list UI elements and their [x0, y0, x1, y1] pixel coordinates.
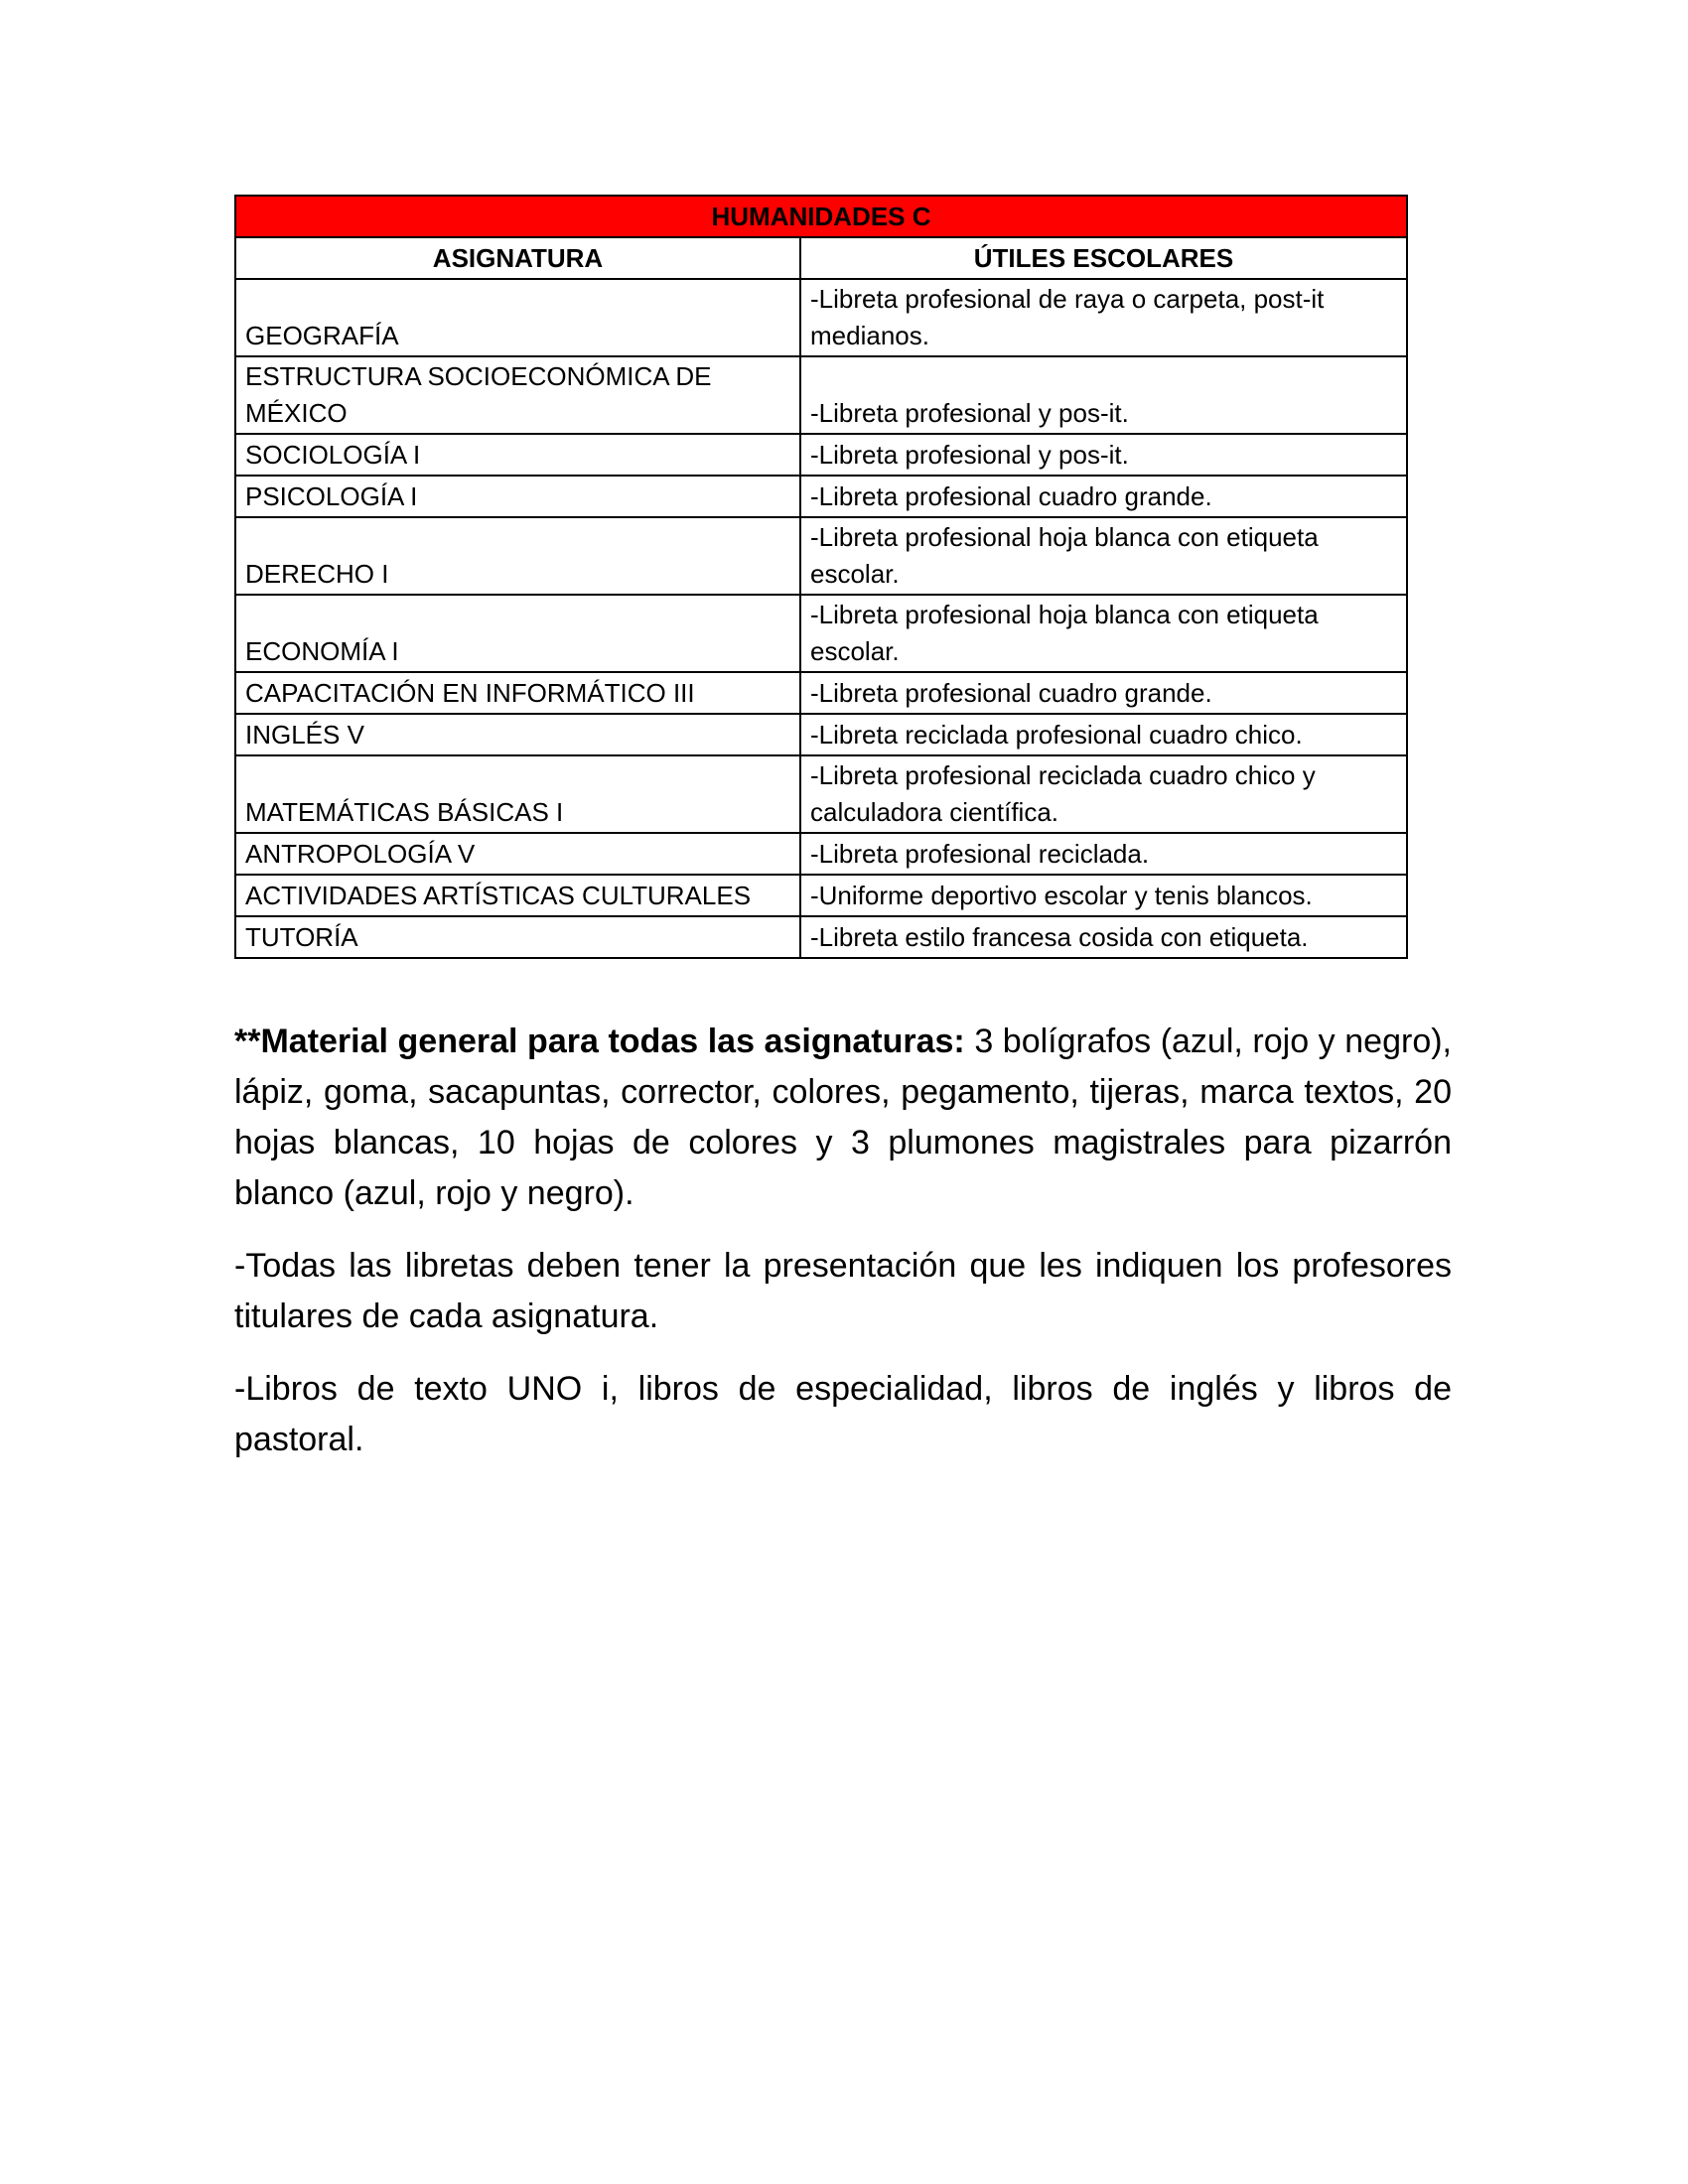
table-row [235, 833, 1407, 875]
table-row [235, 916, 1407, 958]
supplies-cell: -Libreta profesional de raya o carpeta, post-it medianos. [800, 279, 1407, 356]
general-material-lead: **Material general para todas las asignaturas: [234, 1023, 965, 1060]
supplies-cell: -Libreta profesional cuadro grande. [800, 476, 1407, 517]
table-title-row [235, 196, 1407, 237]
column-header-subject: ASIGNATURA [235, 237, 800, 279]
subject-cell: CAPACITACIÓN EN INFORMÁTICO III [235, 672, 800, 714]
subject-cell: INGLÉS V [235, 714, 800, 755]
table-row [235, 517, 1407, 595]
table-row [235, 755, 1407, 833]
supplies-cell: -Libreta estilo francesa cosida con etiqueta. [800, 916, 1407, 958]
supplies-cell: -Libreta profesional hoja blanca con etiqueta escolar. [800, 595, 1407, 672]
subject-cell: TUTORÍA [235, 916, 800, 958]
subject-cell: ECONOMÍA I [235, 595, 800, 672]
supplies-cell: -Libreta profesional reciclada. [800, 833, 1407, 875]
subject-cell: DERECHO I [235, 517, 800, 595]
subject-cell: SOCIOLOGÍA I [235, 434, 800, 476]
table-title: HUMANIDADES C [235, 196, 1407, 237]
supplies-cell: -Libreta profesional cuadro grande. [800, 672, 1407, 714]
books-note: -Libros de texto UNO i, libros de especialidad, libros de inglés y libros de pastoral. [234, 1370, 1452, 1458]
subject-cell: GEOGRAFÍA [235, 279, 800, 356]
subject-cell: MATEMÁTICAS BÁSICAS I [235, 755, 800, 833]
table-row [235, 672, 1407, 714]
table-row [235, 476, 1407, 517]
general-material-paragraph [234, 1017, 1452, 1219]
supplies-cell: -Libreta profesional y pos-it. [800, 434, 1407, 476]
general-material-text: 3 bolígrafos (azul, rojo y negro), lápiz, goma, sacapuntas, corrector, colores, pegamento, tijeras, marca textos, 20 hojas blancas, 10 hojas de colores y 3 plumones magistrales para pizarrón blanco (azul, rojo y negro). [234, 1023, 1452, 1212]
supplies-cell: -Uniforme deportivo escolar y tenis blancos. [800, 875, 1407, 916]
table-row [235, 714, 1407, 755]
table-row [235, 595, 1407, 672]
supplies-cell: -Libreta profesional reciclada cuadro chico y calculadora científica. [800, 755, 1407, 833]
subject-cell: ANTROPOLOGÍA V [235, 833, 800, 875]
column-header-supplies: ÚTILES ESCOLARES [800, 237, 1407, 279]
notebooks-note: -Todas las libretas deben tener la presentación que les indiquen los profesores titulares de cada asignatura. [234, 1247, 1452, 1335]
table-row [235, 875, 1407, 916]
school-supplies-table [234, 195, 1408, 959]
table-row [235, 356, 1407, 434]
table-body [235, 279, 1407, 958]
supplies-cell: -Libreta profesional y pos-it. [800, 356, 1407, 434]
supplies-cell: -Libreta reciclada profesional cuadro chico. [800, 714, 1407, 755]
general-notes [234, 1017, 1452, 1487]
table-header-row [235, 237, 1407, 279]
table-row [235, 279, 1407, 356]
table-row [235, 434, 1407, 476]
supplies-cell: -Libreta profesional hoja blanca con etiqueta escolar. [800, 517, 1407, 595]
subject-cell: ESTRUCTURA SOCIOECONÓMICA DE MÉXICO [235, 356, 800, 434]
subject-cell: PSICOLOGÍA I [235, 476, 800, 517]
subject-cell: ACTIVIDADES ARTÍSTICAS CULTURALES [235, 875, 800, 916]
